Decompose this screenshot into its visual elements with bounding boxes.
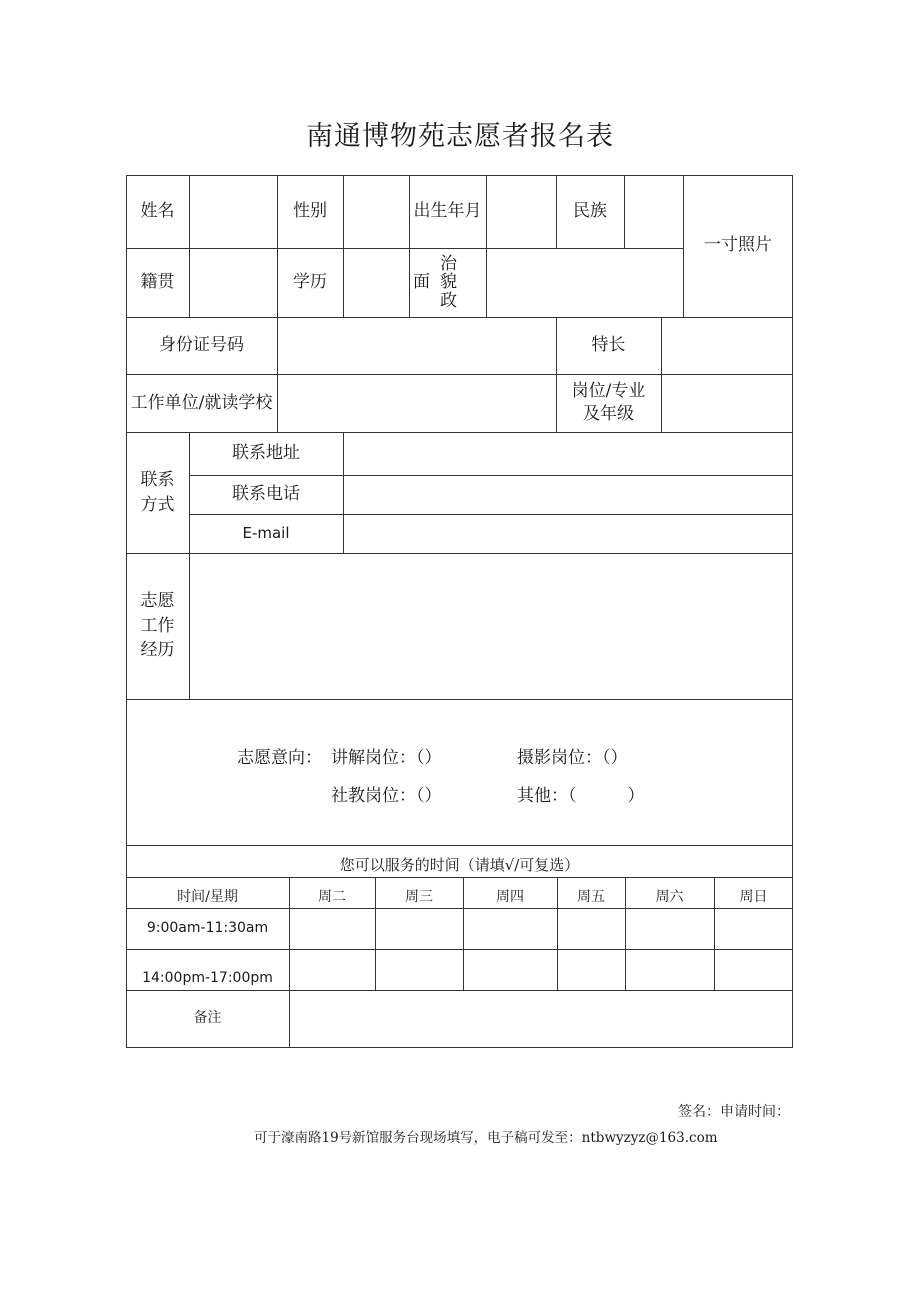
education-label: 学历 [293, 271, 327, 292]
remark-label: 备注 [193, 1010, 222, 1027]
specialty-label: 特长 [591, 334, 626, 355]
ethnicity-label: 民族 [573, 200, 607, 221]
day-thursday: 周四 [496, 888, 524, 905]
intention-prefix: 志愿意向： [237, 748, 322, 768]
signature-line: 签名：申请时间： [678, 1104, 790, 1120]
email-label: E-mail [242, 524, 290, 542]
guide-option[interactable]: 讲解岗位：（） [331, 748, 442, 768]
political-label [409, 248, 486, 317]
political-char: 治 [440, 254, 457, 274]
political-char: 貌 [440, 272, 457, 292]
workplace-label: 工作单位/就读学校 [130, 392, 273, 413]
intention-section [126, 699, 793, 845]
photo-box[interactable]: 一寸照片 [704, 235, 772, 256]
phone-field[interactable] [344, 476, 792, 513]
address-field[interactable] [344, 433, 792, 474]
political-field[interactable] [487, 249, 682, 316]
schedule-cell[interactable] [558, 950, 624, 989]
day-friday: 周五 [577, 888, 605, 905]
schedule-cell[interactable] [626, 950, 713, 989]
experience-field[interactable] [190, 554, 792, 698]
email-field[interactable] [344, 515, 792, 552]
native-place-field[interactable] [190, 249, 276, 316]
political-char: 政 [440, 291, 457, 311]
submission-note: 可于濠南路19号新馆服务台现场填写，电子稿可发至：ntbwyzyz@163.com [254, 1130, 718, 1146]
schedule-cell[interactable] [464, 909, 556, 948]
day-saturday: 周六 [655, 888, 684, 905]
schedule-cell[interactable] [626, 909, 713, 948]
education-option[interactable]: 社教岗位：（） [331, 786, 442, 806]
other-option[interactable]: 其他：（ ） [517, 786, 645, 806]
gender-label: 性别 [293, 200, 327, 221]
phone-label: 联系电话 [232, 483, 300, 504]
ethnicity-field[interactable] [625, 176, 682, 247]
position-field[interactable] [662, 375, 792, 431]
day-tuesday: 周二 [318, 888, 346, 905]
birth-field[interactable] [487, 176, 555, 247]
gender-field[interactable] [344, 176, 408, 247]
workplace-field[interactable] [278, 375, 555, 431]
id-number-label: 身份证号码 [159, 334, 244, 355]
page-title: 南通博物苑志愿者报名表 [306, 121, 614, 152]
slot-morning: 9:00am-11:30am [146, 919, 269, 936]
contact-label: 联系方式 [140, 469, 175, 515]
photography-option[interactable]: 摄影岗位：（） [517, 748, 628, 768]
schedule-cell[interactable] [290, 909, 374, 948]
name-field[interactable] [190, 176, 276, 247]
birth-label: 出生年月 [413, 200, 482, 221]
schedule-corner: 时间/星期 [177, 888, 238, 905]
slot-afternoon: 14:00pm-17:00pm [142, 969, 273, 986]
schedule-cell[interactable] [715, 950, 792, 989]
id-number-field[interactable] [278, 318, 555, 373]
schedule-cell[interactable] [558, 909, 624, 948]
address-label: 联系地址 [232, 442, 300, 463]
schedule-cell[interactable] [464, 950, 556, 989]
specialty-field[interactable] [662, 318, 792, 373]
schedule-cell[interactable] [376, 950, 462, 989]
schedule-cell[interactable] [290, 950, 374, 989]
schedule-header: 您可以服务的时间（请填√/可复选） [339, 855, 580, 874]
native-place-label: 籍贯 [140, 271, 175, 292]
position-label: 岗位/专业及年级 [571, 381, 646, 424]
education-field[interactable] [344, 249, 408, 316]
remark-field[interactable] [290, 991, 792, 1047]
political-char: 面 [413, 272, 430, 292]
experience-label: 志愿工作经历 [140, 591, 175, 661]
schedule-cell[interactable] [376, 909, 462, 948]
day-wednesday: 周三 [405, 888, 433, 905]
schedule-cell[interactable] [715, 909, 792, 948]
day-sunday: 周日 [739, 888, 768, 905]
name-label: 姓名 [140, 200, 175, 221]
